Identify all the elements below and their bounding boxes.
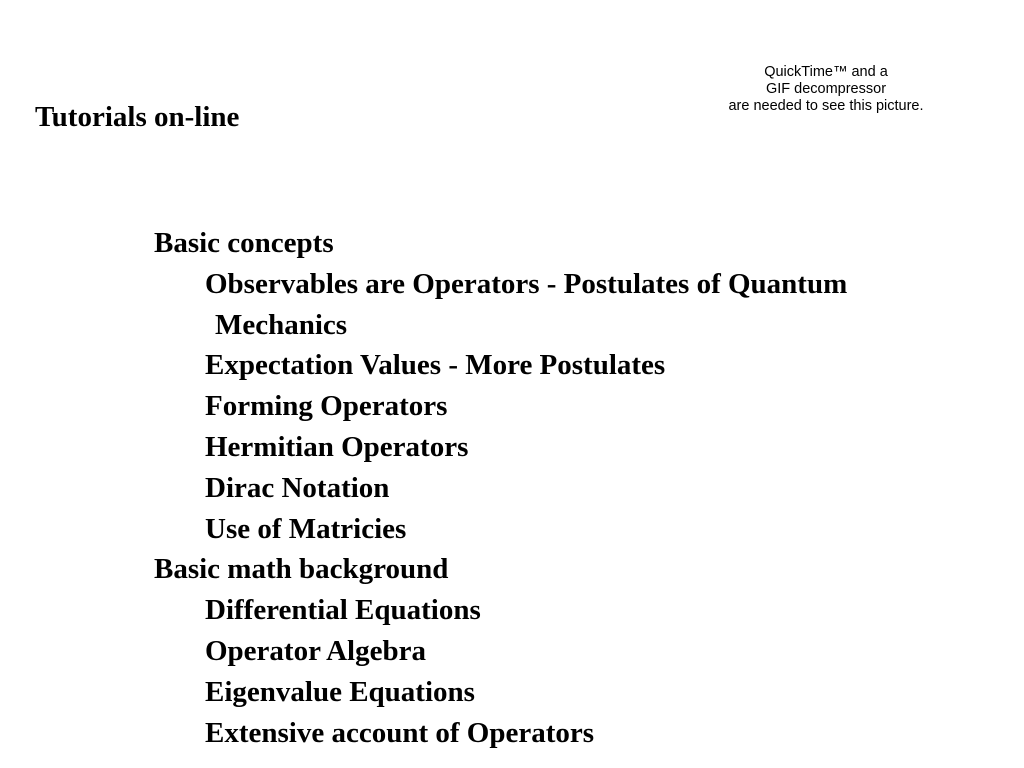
topic-list-basic-math: [154, 590, 847, 753]
topic-list-basic-concepts: [154, 264, 847, 550]
slide-title: Tutorials on-line: [35, 101, 240, 133]
quicktime-notice-line: are needed to see this picture.: [728, 98, 924, 114]
section-basic-math: [154, 549, 847, 753]
topic-hermitian-operators[interactable]: Hermitian Operators: [205, 430, 469, 463]
quicktime-notice-line: QuickTime™ and a: [764, 64, 888, 80]
section-basic-concepts: [154, 223, 847, 549]
topic-operator-algebra[interactable]: Operator Algebra: [205, 634, 426, 667]
topic-use-of-matricies[interactable]: Use of Matricies: [205, 512, 407, 545]
quicktime-notice-line: GIF decompressor: [765, 81, 887, 97]
topic-dirac-notation[interactable]: Dirac Notation: [205, 471, 390, 504]
topic-eigenvalue-equations[interactable]: Eigenvalue Equations: [205, 675, 475, 708]
topic-differential-equations[interactable]: Differential Equations: [205, 594, 481, 627]
topic-expectation-values[interactable]: Expectation Values - More Postulates: [205, 349, 666, 382]
section-heading-basic-math[interactable]: Basic math background: [154, 553, 449, 586]
section-heading-basic-concepts[interactable]: Basic concepts: [154, 227, 334, 259]
quicktime-image-placeholder: [690, 64, 962, 115]
topic-observables-are-operators[interactable]: [205, 264, 847, 346]
topic-label-continued: Mechanics: [215, 308, 348, 341]
topic-forming-operators[interactable]: Forming Operators: [205, 390, 448, 423]
topic-extensive-account-of-operators[interactable]: Extensive account of Operators: [205, 716, 595, 749]
tutorial-outline: [154, 223, 847, 753]
topic-label: Observables are Operators - Postulates of Quantum: [205, 267, 848, 300]
